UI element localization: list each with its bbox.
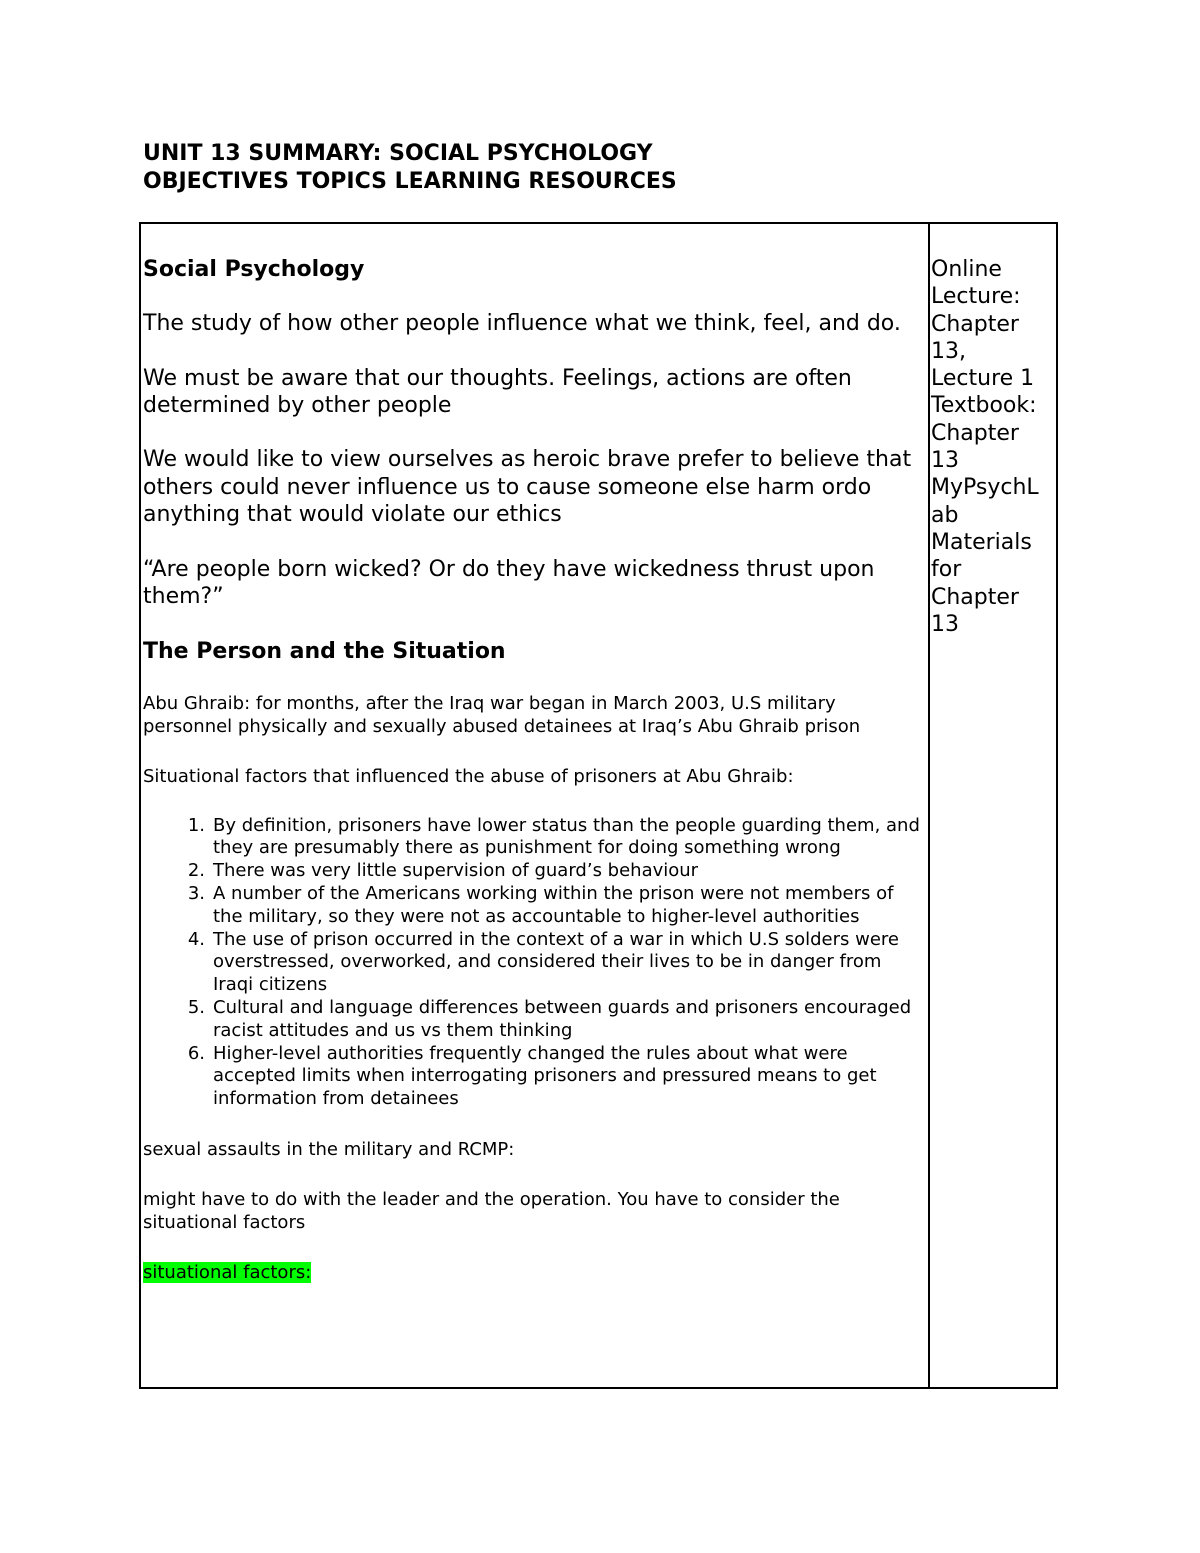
resource-line: MyPsychL [931,475,1039,501]
sexual-assaults-paragraph: sexual assaults in the military and RCMP: [143,1138,515,1160]
resources-column [931,256,1056,638]
topics-column [143,256,923,1311]
list-item-text: By definition, prisoners have lower status than the people guarding them, and they are presumably there as punishment for doing something wrong [213,814,920,859]
resource-line: Chapter [931,420,1019,446]
awareness-paragraph: We must be aware that our thoughts. Feelings, actions are often determined by other people [143,365,852,418]
list-item-text: The use of prison occurred in the context of a war in which U.S solders were overstressed, overworked, and considered their lives to be in danger from Iraqi citizens [213,928,899,996]
list-number: 2. [187,860,205,882]
heroic-paragraph: We would like to view ourselves as heroic brave prefer to believe that others could never influence us to cause someone else harm ordo anything that would violate our ethics [143,447,912,528]
factors-list [143,815,923,1111]
list-number: 5. [187,996,205,1018]
list-item [143,815,923,861]
quote-paragraph: “Are people born wicked? Or do they have wickedness thrust upon them?” [143,556,875,609]
list-item-text: There was very little supervision of guard’s behaviour [213,860,699,882]
page-title: UNIT 13 SUMMARY: SOCIAL PSYCHOLOGY [143,141,653,166]
list-item [143,997,923,1043]
list-item-text: Higher-level authorities frequently changed the rules about what were accepted limits when interrogating prisoners and pressured means to get information from detainees [213,1042,877,1110]
leader-paragraph: might have to do with the leader and the operation. You have to consider the situational factors [143,1188,840,1233]
social-psychology-heading: Social Psychology [143,257,365,282]
resource-line: Chapter [931,584,1019,610]
resource-line: Textbook: [931,393,1037,419]
factors-intro: Situational factors that influenced the abuse of prisoners at Abu Ghraib: [143,765,794,787]
resource-line: Materials [931,529,1032,555]
resource-line: for [931,557,962,583]
list-item-text: Cultural and language differences between guards and prisoners encouraged racist attitudes and us vs them thinking [213,996,912,1041]
list-item [143,1043,923,1111]
list-number: 4. [187,928,205,950]
resource-line: 13 [931,611,959,637]
resource-line: 13 [931,448,959,474]
list-item-text: A number of the Americans working within the prison were not members of the military, so they were not as accountable to higher-level authorities [213,882,894,927]
resource-line: 13, [931,338,966,364]
person-situation-heading: The Person and the Situation [143,638,506,664]
list-item [143,929,923,997]
page-header [143,140,1043,196]
resource-line: Lecture: [931,284,1021,310]
column-divider [928,224,930,1387]
list-item [143,883,923,929]
summary-table [139,222,1058,1389]
list-number: 1. [187,814,205,836]
resource-line: Online [931,257,1002,282]
list-item [143,860,923,883]
highlighted-text: situational factors: [143,1261,312,1283]
list-number: 3. [187,882,205,904]
abu-ghraib-paragraph: Abu Ghraib: for months, after the Iraq war began in March 2003, U.S military personnel physically and sexually abused detainees at Iraq’s Abu Ghraib prison [143,692,861,737]
page-subtitle: OBJECTIVES TOPICS LEARNING RESOURCES [143,169,677,194]
resource-line: ab [931,502,959,528]
definition-paragraph: The study of how other people influence what we think, feel, and do. [143,311,901,336]
resource-line: Chapter [931,311,1019,337]
list-number: 6. [187,1042,205,1064]
highlighted-paragraph [143,1261,923,1284]
resource-line: Lecture 1 [931,366,1035,392]
